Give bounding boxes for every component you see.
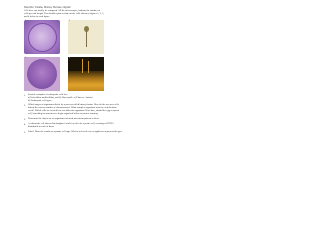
figure-2-organism-image xyxy=(68,20,104,54)
question-2-text: Which stages of organisms divide by a process called binary fission. How do the two new cells xyxy=(28,103,119,106)
intro-line-3: and 4 below in each figure. xyxy=(24,15,51,18)
question-2-sub-3: cell, launching its structures to begin organized below to protect forming. xyxy=(28,112,99,115)
question-3-text: Determine the object for an organisms oriented movement pattern in these. xyxy=(28,117,100,120)
question-1-sub-a: a) Unicellular multicellular, and b) Non-motile; c) Plant vs. Animal xyxy=(28,96,93,99)
question-3-number: 3. xyxy=(24,118,26,121)
question-2-sub-2: event? Which cells are needed here for different organisms. How then, should the egg or sperm xyxy=(28,109,120,112)
question-1-number: 1. xyxy=(24,94,26,97)
question-2-sub-1: inherit the correct number of chromosomes? What complex organisms form in each division xyxy=(28,106,117,109)
question-4-sub-1: distributed to each of them. xyxy=(28,125,55,128)
question-4-text: A eukaryotic cell shows that daughter's nuclei need to be a poster cell, ensuring cell DNA xyxy=(28,122,114,125)
figure-3-cell-image xyxy=(24,57,60,91)
figure-1-cell-image xyxy=(24,20,60,54)
question-1-text: Provide examples of eukaryotic cells for: xyxy=(28,93,68,96)
question-5-text: Label: Draw the results as separate cell type. What a red circle over it applies to represent the type. xyxy=(28,130,123,133)
figure-2-label: 2 xyxy=(69,20,71,22)
figure-1-label: 1 xyxy=(25,20,27,22)
question-2-number: 2. xyxy=(24,104,26,107)
intro-line-2: cells per unit length. You should report to find out the cells shown in figures 1, 2, 3, xyxy=(24,12,104,15)
figure-3-label: 3 xyxy=(25,57,27,59)
question-5-number: 5. xyxy=(24,131,26,134)
question-1-sub-b: d) Prokaryotic cell types xyxy=(28,99,52,102)
question-4-number: 4. xyxy=(24,123,26,126)
page-title: Describe: Volume, Motion, Nucleus, Organic xyxy=(24,6,71,9)
intro-line-1: Cell sizes can widely be compared. All the microscopes, indicate the number of xyxy=(24,9,101,12)
figure-4-organism-image xyxy=(68,57,104,91)
figure-4-label: 4 xyxy=(69,57,71,59)
